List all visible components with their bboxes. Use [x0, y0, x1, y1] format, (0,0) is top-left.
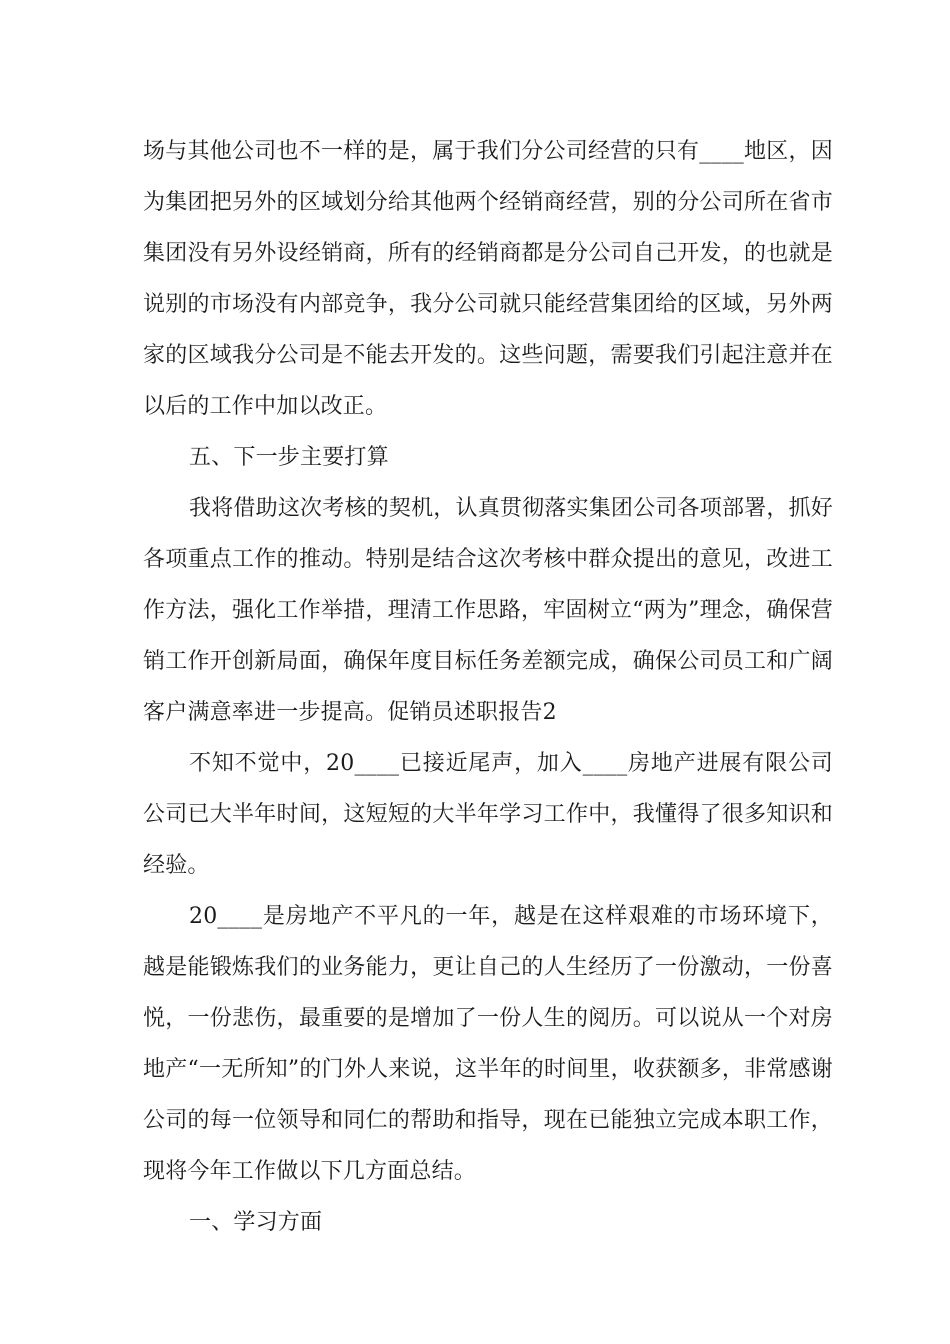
document-body — [143, 126, 833, 1248]
paragraph-market-issues: 场与其他公司也不一样的是，属于我们分公司经营的只有____地区，因为集团把另外的区域划分给其他两个经销商经营，别的分公司所在省市集团没有另外设经销商，所有的经销商都是分公司自己开发，的也就是说别的市场没有内部竞争，我分公司就只能经营集团给的区域，另外两家的区域我分公司是不能去开发的。这些问题，需要我们引起注意并在以后的工作中加以改正。 — [143, 139, 833, 419]
paragraph-year-summary: 20____是房地产不平凡的一年，越是在这样艰难的市场环境下，越是能锻炼我们的业务能力，更让自己的人生经历了一份激动，一份喜悦，一份悲伤，最重要的是增加了一份人生的阅历。可以说从一个对房地产“一无所知”的门外人来说，这半年的时间里，收获额多，非常感谢公司的每一位领导和同仁的帮助和指导，现在已能独立完成本职工作，现将今年工作做以下几方面总结。 — [143, 904, 833, 1184]
paragraph-introduction: 不知不觉中，20____已接近尾声，加入____房地产进展有限公司公司已大半年时间，这短短的大半年学习工作中，我懂得了很多知识和经验。 — [143, 751, 833, 878]
paragraph-plan: 我将借助这次考核的契机，认真贯彻落实集团公司各项部署，抓好各项重点工作的推动。特别是结合这次考核中群众提出的意见，改进工作方法，强化工作举措，理清工作思路，牢固树立“两为”理念，确保营销工作开创新局面，确保年度目标任务差额完成，确保公司员工和广阔客户满意率进一步提高。促销员述职报告2 — [143, 496, 833, 725]
section-heading-study: 一、学习方面 — [189, 1210, 323, 1235]
section-heading-next-steps: 五、下一步主要打算 — [189, 445, 389, 470]
